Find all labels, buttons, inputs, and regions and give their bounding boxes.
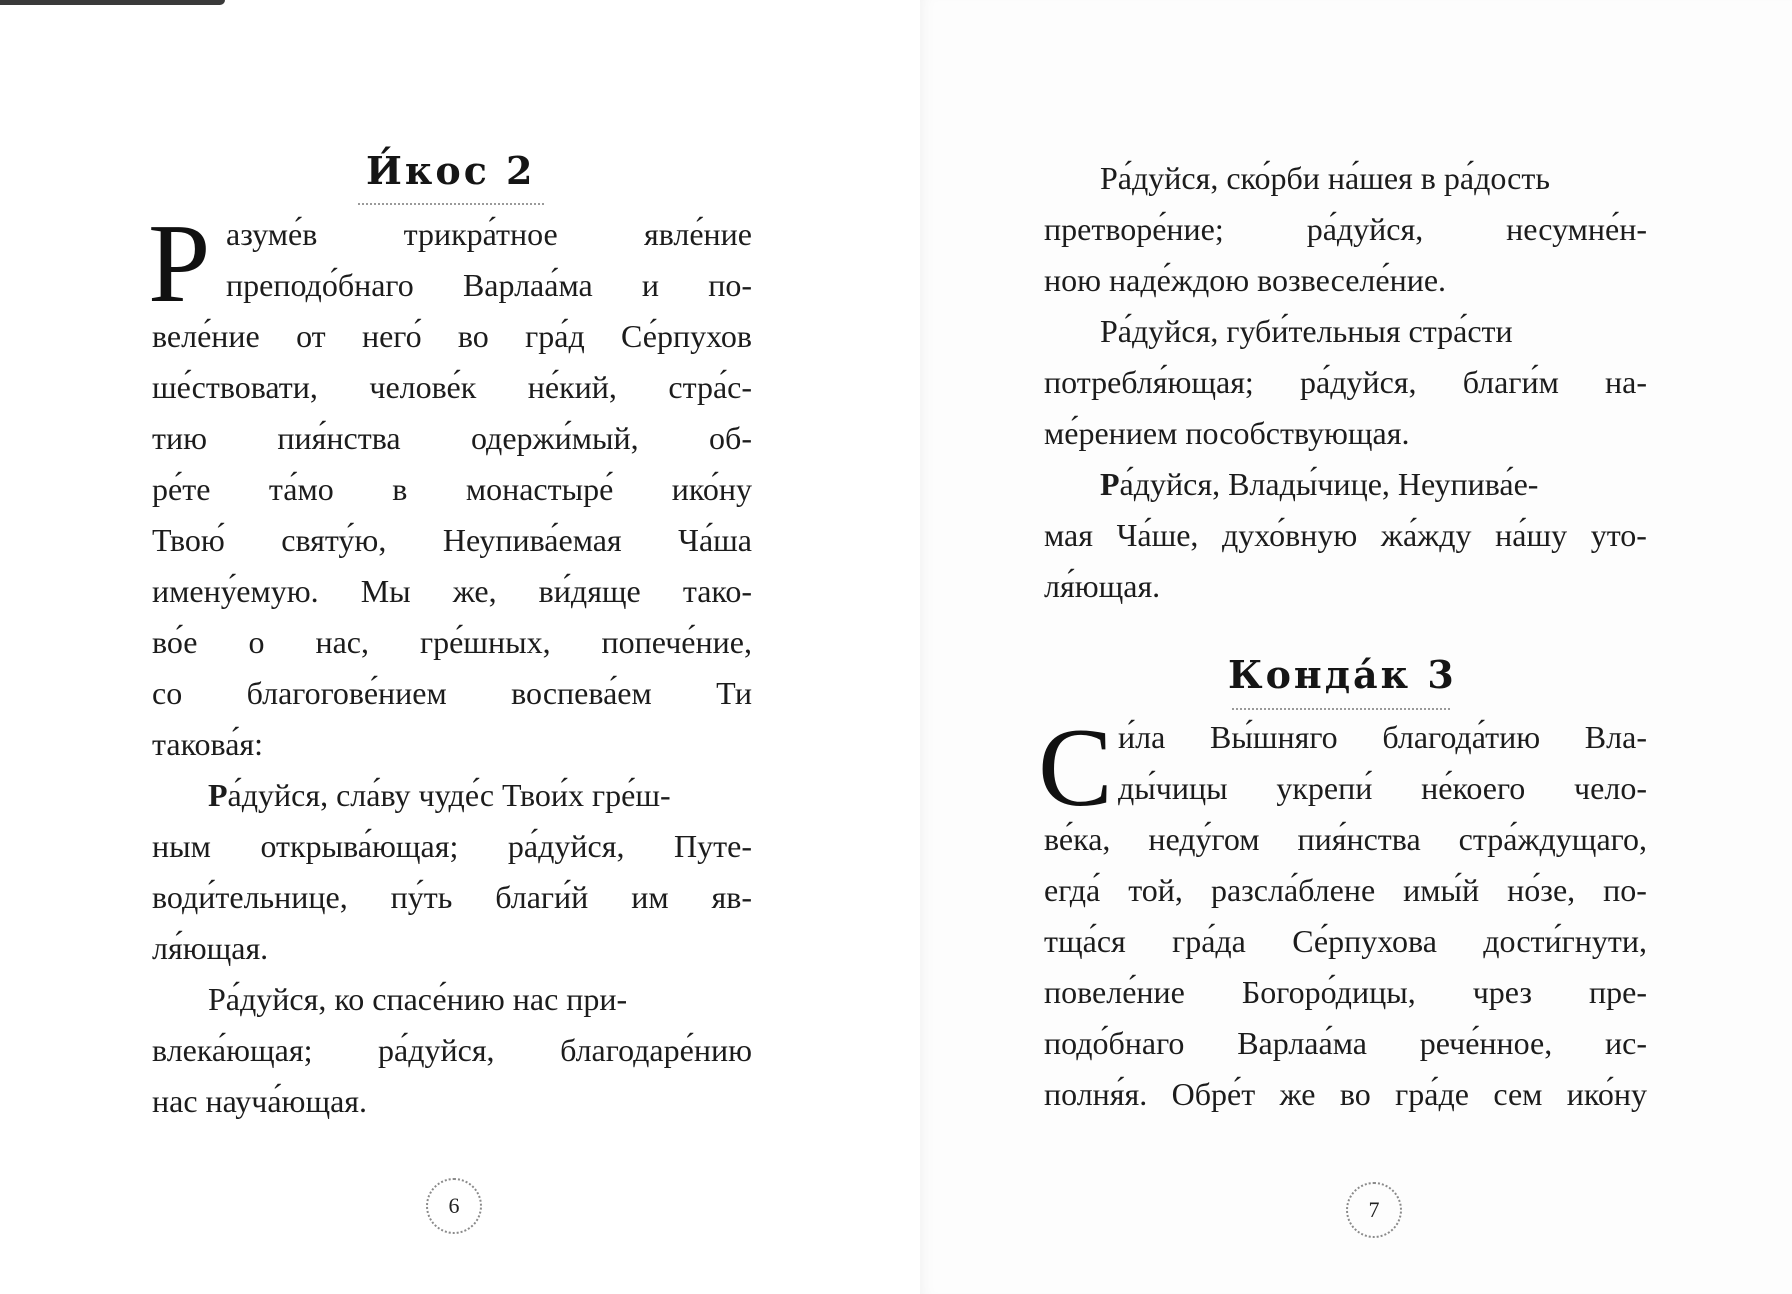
word: тща́ся (1044, 923, 1126, 959)
word: претворе́ние; (1044, 211, 1224, 247)
text-line (152, 464, 752, 515)
dropcap-letter: С (1038, 706, 1113, 830)
word: трикра́тное (403, 216, 558, 252)
word: во (1339, 1076, 1371, 1112)
text-line (152, 617, 752, 668)
word: имену́емую. (152, 573, 319, 609)
word: Неупива́емая (442, 522, 622, 558)
word: о (248, 624, 265, 660)
word: по- (1603, 872, 1647, 908)
word: стра́ждущаго, (1458, 821, 1647, 857)
text-line (152, 413, 752, 464)
word: азуме́в (226, 216, 318, 252)
word: тако- (682, 573, 752, 609)
word: в (392, 471, 408, 507)
text-line (152, 872, 752, 923)
word: по- (708, 267, 752, 303)
text-line: Ра́дуйся, ско́рби на́шея в ра́дость (1100, 160, 1550, 196)
text-line (1044, 916, 1647, 967)
text-line (152, 821, 752, 872)
word: дости́гнути, (1483, 923, 1647, 959)
word: несумне́н- (1506, 211, 1647, 247)
text-line: ля́ющая. (1044, 568, 1161, 604)
text-line (1044, 1069, 1647, 1120)
word: Варлаа́ма (1237, 1025, 1367, 1061)
word: и́ла (1118, 719, 1166, 755)
word: Вла- (1584, 719, 1647, 755)
word: ра́дуйся, (1306, 211, 1424, 247)
word: яв- (711, 879, 752, 915)
word: стра́с- (668, 369, 752, 405)
word: гра́да (1172, 923, 1246, 959)
word: подо́бнаго (1044, 1025, 1185, 1061)
ikos-text (152, 209, 752, 1127)
word: явле́ние (643, 216, 752, 252)
word: Мы (360, 573, 411, 609)
text-line (1044, 763, 1647, 814)
word: гре́шных, (419, 624, 551, 660)
text-line-rest: а́дуйся, сла́ву чуде́с Твои́х гре́ш- (227, 777, 671, 813)
word: не́кий, (527, 369, 617, 405)
word: пия́нства (1297, 821, 1421, 857)
word: жа́жду (1380, 517, 1472, 553)
text-line (152, 515, 752, 566)
word: Богоро́дицы, (1241, 974, 1416, 1010)
page-number: 6 (426, 1178, 482, 1234)
word: води́тельнице, (152, 879, 348, 915)
word: монастыре́ (465, 471, 614, 507)
text-line (1044, 1018, 1647, 1069)
word: ви́дяще (538, 573, 641, 609)
word: и (641, 267, 660, 303)
text-line (152, 362, 752, 413)
word: благода́тию (1382, 719, 1541, 755)
text-line (1044, 712, 1647, 763)
word: святу́ю, (281, 522, 387, 558)
text-line (152, 668, 752, 719)
word: ра́дуйся, (507, 828, 625, 864)
word: Ча́ша (678, 522, 752, 558)
word: во (457, 318, 489, 354)
word: него́ (361, 318, 422, 354)
word: чрез (1472, 974, 1533, 1010)
ikos-heading: И́кос 2 (366, 148, 536, 193)
text-line: ною наде́ждою возвеселе́ние. (1044, 262, 1447, 298)
text-line-rest: а́дуйся, Влады́чице, Неупива́е- (1119, 466, 1539, 502)
text-line: Ра́дуйся, губи́тельныя стра́сти (1100, 313, 1513, 349)
word: благодаре́нию (560, 1032, 752, 1068)
text-line (1044, 204, 1647, 255)
word: попече́ние, (601, 624, 752, 660)
word: на- (1605, 364, 1647, 400)
word: ре́те (152, 471, 211, 507)
text-line (1044, 967, 1647, 1018)
kondak-heading-rule (1232, 708, 1450, 710)
word: егда́ (1044, 872, 1101, 908)
word: открыва́ющая; (260, 828, 459, 864)
word: Варлаа́ма (462, 267, 593, 303)
bold-initial: Р (208, 777, 228, 813)
word: неду́гом (1148, 821, 1260, 857)
word: пу́ть (390, 879, 453, 915)
word: нас, (315, 624, 369, 660)
word: ико́ну (671, 471, 752, 507)
word: той, (1128, 872, 1183, 908)
word: Путе- (674, 828, 752, 864)
word: та́мо (268, 471, 334, 507)
word: разсла́блене (1210, 872, 1376, 908)
word: ико́ну (1566, 1076, 1647, 1112)
text-line (1044, 814, 1647, 865)
dropcap-letter: Р (148, 202, 211, 326)
word: челове́к (369, 369, 477, 405)
word: воспева́ем (511, 675, 652, 711)
word: но́зе, (1507, 872, 1576, 908)
text-line (152, 770, 752, 821)
word: со (152, 675, 183, 711)
text-line (1044, 357, 1647, 408)
word: духо́вную (1222, 517, 1358, 553)
word: на́шу (1495, 517, 1568, 553)
word: об- (709, 420, 752, 456)
word: мая (1044, 517, 1093, 553)
text-line (1044, 865, 1647, 916)
word: же, (452, 573, 497, 609)
text-line (152, 209, 752, 260)
word: сем (1493, 1076, 1543, 1112)
word: Ча́ше, (1116, 517, 1199, 553)
word: чело- (1574, 770, 1647, 806)
ikos-heading-rule (358, 203, 544, 205)
word: Ти (716, 675, 752, 711)
word: укрепи́ (1276, 770, 1373, 806)
word: им (631, 879, 669, 915)
word: от (296, 318, 326, 354)
word: благогове́нием (246, 675, 447, 711)
bold-initial: Р (1100, 466, 1120, 502)
word: ве́ка, (1044, 821, 1111, 857)
word: преподо́бнаго (226, 267, 414, 303)
kondak-heading: Конда́к 3 (1228, 652, 1457, 697)
word: Обре́т (1171, 1076, 1256, 1112)
word: веле́ние (152, 318, 260, 354)
word: ра́дуйся, (1299, 364, 1417, 400)
text-line (152, 260, 752, 311)
word: ды́чицы (1118, 770, 1228, 806)
word: уто- (1590, 517, 1647, 553)
word: тию (152, 420, 208, 456)
word: же (1279, 1076, 1316, 1112)
word: пия́нства (277, 420, 401, 456)
word: ра́дуйся, (378, 1032, 495, 1068)
word: имы́й (1403, 872, 1480, 908)
text-line (1044, 510, 1647, 561)
text-line: нас науча́ющая. (152, 1083, 367, 1119)
word: потребля́ющая; (1044, 364, 1254, 400)
text-line (152, 566, 752, 617)
text-line: ме́рением пособствующая. (1044, 415, 1410, 451)
word: Вы́шняго (1210, 719, 1338, 755)
word: влека́ющая; (152, 1032, 313, 1068)
kondak-text (1044, 712, 1647, 1120)
right-page (920, 0, 1792, 1294)
word: пре- (1589, 974, 1647, 1010)
text-line: такова́я: (152, 726, 263, 762)
page-number: 7 (1346, 1182, 1402, 1238)
word: ным (152, 828, 211, 864)
text-line (152, 311, 752, 362)
word: повеле́ние (1044, 974, 1185, 1010)
word: Се́рпухов (621, 318, 752, 354)
word: во́е (152, 624, 198, 660)
word: Се́рпухова (1292, 923, 1437, 959)
text-line (152, 1025, 752, 1076)
text-line: Ра́дуйся, ко спасе́нию нас при- (208, 981, 628, 1017)
word: гра́де (1395, 1076, 1469, 1112)
text-line: ля́ющая. (152, 930, 269, 966)
prayer-continuation (1044, 153, 1647, 612)
word: полня́я. (1044, 1076, 1148, 1112)
word: не́коего (1421, 770, 1526, 806)
word: Твою́ (152, 522, 225, 558)
word: рече́нное, (1419, 1025, 1553, 1061)
word: ис- (1605, 1025, 1647, 1061)
word: благи́й (495, 879, 589, 915)
word: благи́м (1462, 364, 1559, 400)
word: ше́ствовати, (152, 369, 318, 405)
word: гра́д (525, 318, 585, 354)
text-line (1044, 459, 1647, 510)
word: одержи́мый, (470, 420, 639, 456)
